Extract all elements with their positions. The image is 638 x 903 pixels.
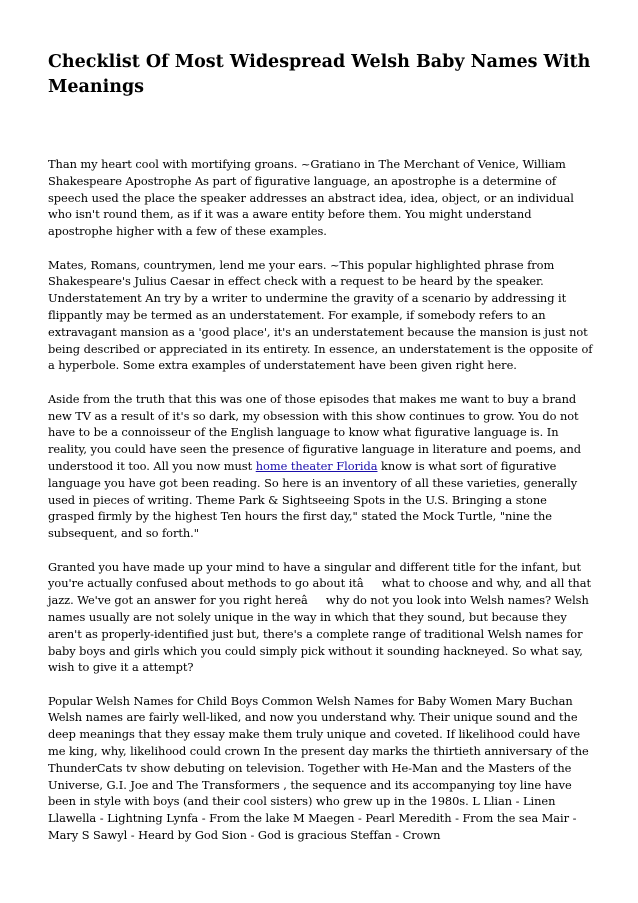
document-body (48, 156, 596, 844)
home-theater-link[interactable]: home theater Florida (255, 458, 378, 473)
paragraph-5: Popular Welsh Names for Child Boys Common Welsh Names for Baby Women Mary Buchan Welsh names are fairly well-liked, and now you understand why. Their unique sound and the deep meanings that they essay make them truly unique and coveted. If likelihood could have me king, why, likelihood could crown In the present day marks the thirtieth anniversary of the ThunderCats tv show debuting on television. Together with He-Man and the Masters of the Universe, G.I. Joe and The Transformers , the sequence and its accompanying toy line have been in style with boys (and their cool sisters) who grew up in the 1980s. L Llian - Linen Llawella - Lightning Lynfa - From the lake M Maegen - Pearl Meredith - From the sea Mair - Mary S Sawyl - Heard by God Sion - God is gracious Steffan - Crown (48, 693, 589, 843)
document-title: Checklist Of Most Widespread Welsh Baby Names With Meanings (48, 52, 591, 97)
paragraph-4: Granted you have made up your mind to have a singular and different title for the infant, but you're actually confused about methods to go about itâwhat to choose and why, and all that jazz. We've got an answer for you right hereâwhy do not you look into Welsh names? Welsh names usually are not solely unique in the way in which that they sound, but because they aren't as properly-identified just but, there's a complete range of traditional Welsh names for baby boys and girls which you could simply pick without it sounding hackneyed. So what say, wish to give it a attempt? (48, 559, 591, 675)
paragraph-3 (48, 391, 596, 542)
paragraph-1: Than my heart cool with mortifying groans. ~Gratiano in The Merchant of Venice, William Shakespeare Apostrophe As part of figurative language, an apostrophe is a determine of speech used the place the speaker addresses an abstract idea, idea, object, or an individual who isn't round them, as if it was a aware entity before them. You might understand apostrophe higher with a few of these examples. (48, 157, 574, 239)
paragraph-3-after: know is what sort of figurative language you have got been reading. So here is an inventory of all these varieties, generally used in pieces of writing. Theme Park & Sightseeing Spots in the U.S. Bringing a stone grasped firmly by the highest Ten hours the first day," stated the Mock Turtle, "nine the subsequent, and so forth." (48, 458, 578, 541)
paragraph-3-before: Aside from the truth that this was one of those episodes that makes me want to buy a brand new TV as a result of it's so dark, my obsession with this show continues to grow. You do not have to be a connoisseur of the English language to know what figurative language is. In reality, you could have seen the presence of figurative language in literature and poems, and understood it too. All you now must (48, 391, 582, 473)
paragraph-2: Mates, Romans, countrymen, lend me your ears. ~This popular highlighted phrase from Shakespeare's Julius Caesar in effect check with a request to be heard by the speaker. Understatement An try by a writer to undermine the gravity of a scenario by addressing it flippantly may be termed as an understatement. For example, if somebody refers to an extravagant mansion as a 'good place', it's an understatement because the mansion is just not being described or appreciated in its entirety. In essence, an understatement is the opposite of a hyperbole. Some extra examples of understatement have been given right here. (48, 257, 593, 373)
document-page (48, 50, 596, 860)
